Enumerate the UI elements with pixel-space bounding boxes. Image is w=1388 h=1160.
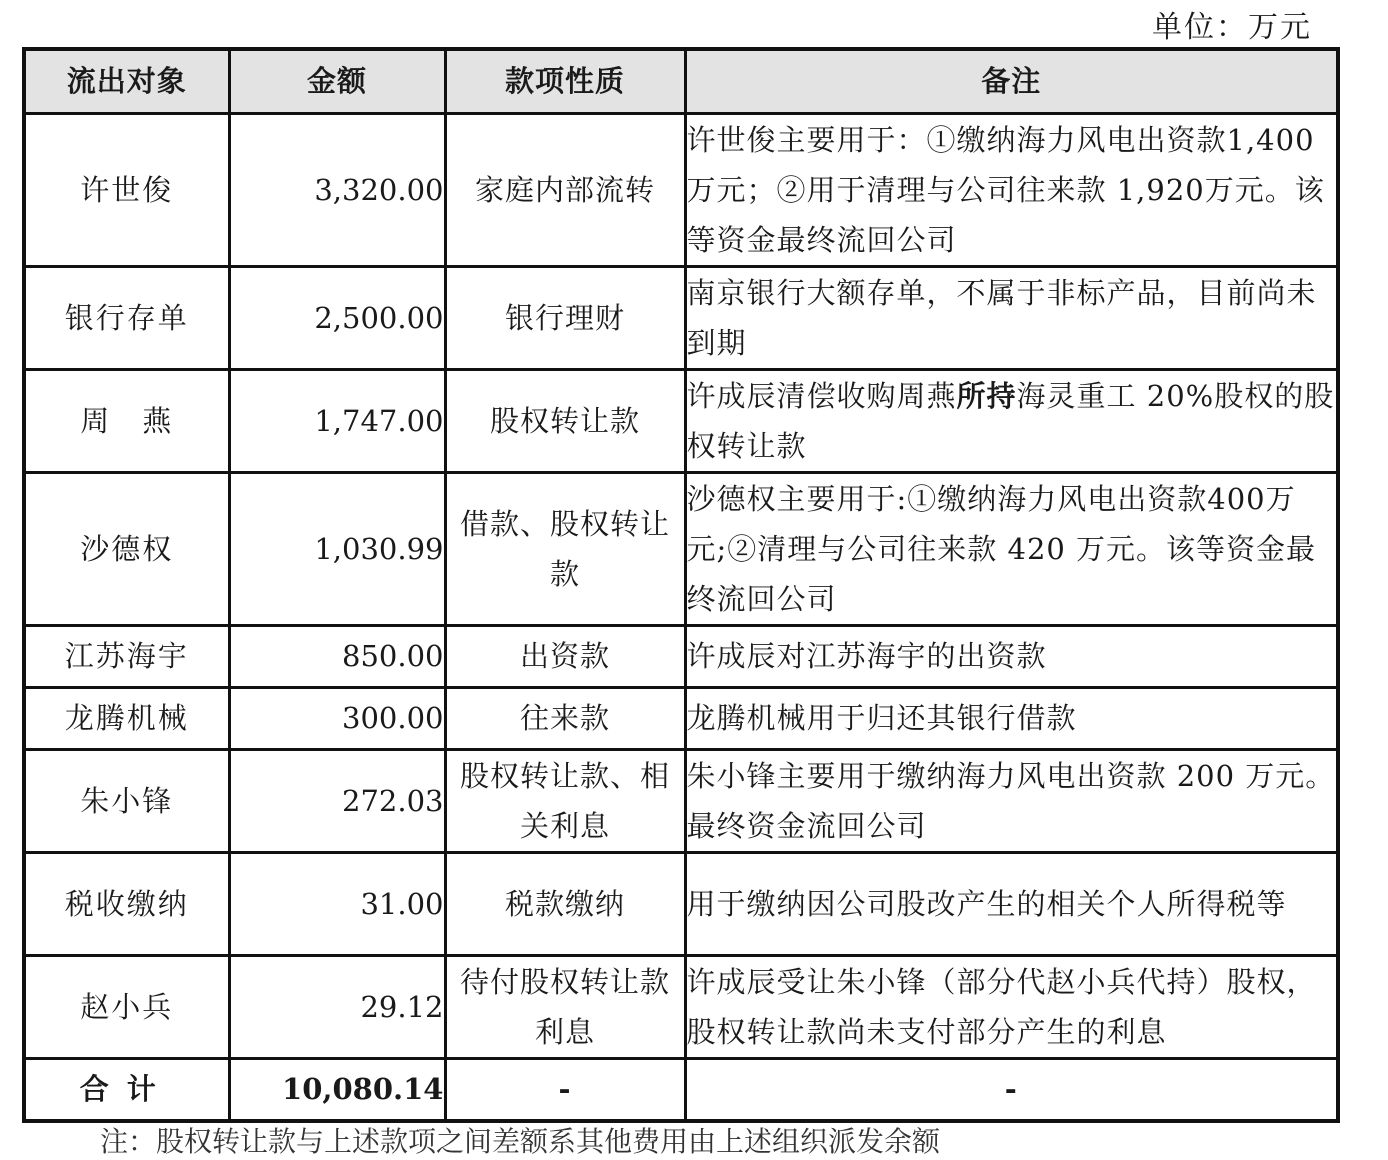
cell-target: 龙腾机械 bbox=[24, 687, 229, 749]
cell-nature: 银行理财 bbox=[445, 266, 685, 369]
remark-text-pre: 许成辰清偿收购周燕 bbox=[686, 378, 957, 413]
cell-remark: 南京银行大额存单，不属于非标产品，目前尚未到期 bbox=[685, 266, 1338, 369]
table-row bbox=[24, 749, 1338, 852]
header-remark: 备注 bbox=[685, 49, 1338, 113]
cell-remark: 许成辰对江苏海宇的出资款 bbox=[685, 625, 1338, 687]
cell-amount: 1,747.00 bbox=[229, 369, 445, 472]
table-total-row bbox=[24, 1058, 1338, 1121]
cell-amount: 300.00 bbox=[229, 687, 445, 749]
table-row bbox=[24, 472, 1338, 625]
table-header-row bbox=[24, 49, 1338, 113]
total-nature: - bbox=[445, 1058, 685, 1121]
cell-nature: 家庭内部流转 bbox=[445, 113, 685, 266]
table-row bbox=[24, 955, 1338, 1058]
cell-nature: 股权转让款 bbox=[445, 369, 685, 472]
cell-target: 银行存单 bbox=[24, 266, 229, 369]
cell-amount: 31.00 bbox=[229, 852, 445, 955]
cell-nature: 税款缴纳 bbox=[445, 852, 685, 955]
cell-remark: 许成辰受让朱小锋（部分代赵小兵代持）股权，股权转让款尚未支付部分产生的利息 bbox=[685, 955, 1338, 1058]
total-remark: - bbox=[685, 1058, 1338, 1121]
cell-amount: 2,500.00 bbox=[229, 266, 445, 369]
cell-target: 赵小兵 bbox=[24, 955, 229, 1058]
cell-target: 许世俊 bbox=[24, 113, 229, 266]
remark-text-bold: 所持 bbox=[956, 378, 1017, 413]
cell-amount: 29.12 bbox=[229, 955, 445, 1058]
cell-target: 税收缴纳 bbox=[24, 852, 229, 955]
cell-remark bbox=[685, 369, 1338, 472]
table-row bbox=[24, 687, 1338, 749]
unit-label: 单位：万元 bbox=[1152, 10, 1312, 45]
fund-outflow-table bbox=[22, 47, 1340, 1123]
cell-remark: 龙腾机械用于归还其银行借款 bbox=[685, 687, 1338, 749]
cell-amount: 272.03 bbox=[229, 749, 445, 852]
total-amount: 10,080.14 bbox=[229, 1058, 445, 1121]
table-row bbox=[24, 266, 1338, 369]
cell-amount: 1,030.99 bbox=[229, 472, 445, 625]
total-label: 合计 bbox=[24, 1058, 229, 1121]
cell-nature: 待付股权转让款利息 bbox=[445, 955, 685, 1058]
cell-remark: 许世俊主要用于：①缴纳海力风电出资款1,400 万元；②用于清理与公司往来款 1,920万元。该等资金最终流回公司 bbox=[685, 113, 1338, 266]
table-row bbox=[24, 113, 1338, 266]
header-amount: 金额 bbox=[229, 49, 445, 113]
cell-target: 朱小锋 bbox=[24, 749, 229, 852]
cell-nature: 股权转让款、相关利息 bbox=[445, 749, 685, 852]
cell-amount: 850.00 bbox=[229, 625, 445, 687]
cell-remark: 朱小锋主要用于缴纳海力风电出资款 200 万元。最终资金流回公司 bbox=[685, 749, 1338, 852]
table-row bbox=[24, 852, 1338, 955]
footnote: 注：股权转让款与上述款项之间差额系其他费用由上述组织派发余额 bbox=[100, 1125, 941, 1158]
cell-nature: 往来款 bbox=[445, 687, 685, 749]
cell-amount: 3,320.00 bbox=[229, 113, 445, 266]
table-row bbox=[24, 625, 1338, 687]
cell-target: 沙德权 bbox=[24, 472, 229, 625]
table-row bbox=[24, 369, 1338, 472]
cell-target: 周 燕 bbox=[24, 369, 229, 472]
cell-target: 江苏海宇 bbox=[24, 625, 229, 687]
header-target: 流出对象 bbox=[24, 49, 229, 113]
cell-nature: 借款、股权转让款 bbox=[445, 472, 685, 625]
remark-text-post: 海灵重工 20%股权的股权转让款 bbox=[686, 378, 1335, 463]
cell-remark: 沙德权主要用于:①缴纳海力风电出资款400万元;②清理与公司往来款 420 万元。该等资金最终流回公司 bbox=[685, 472, 1338, 625]
cell-remark: 用于缴纳因公司股改产生的相关个人所得税等 bbox=[685, 852, 1338, 955]
header-nature: 款项性质 bbox=[445, 49, 685, 113]
cell-nature: 出资款 bbox=[445, 625, 685, 687]
